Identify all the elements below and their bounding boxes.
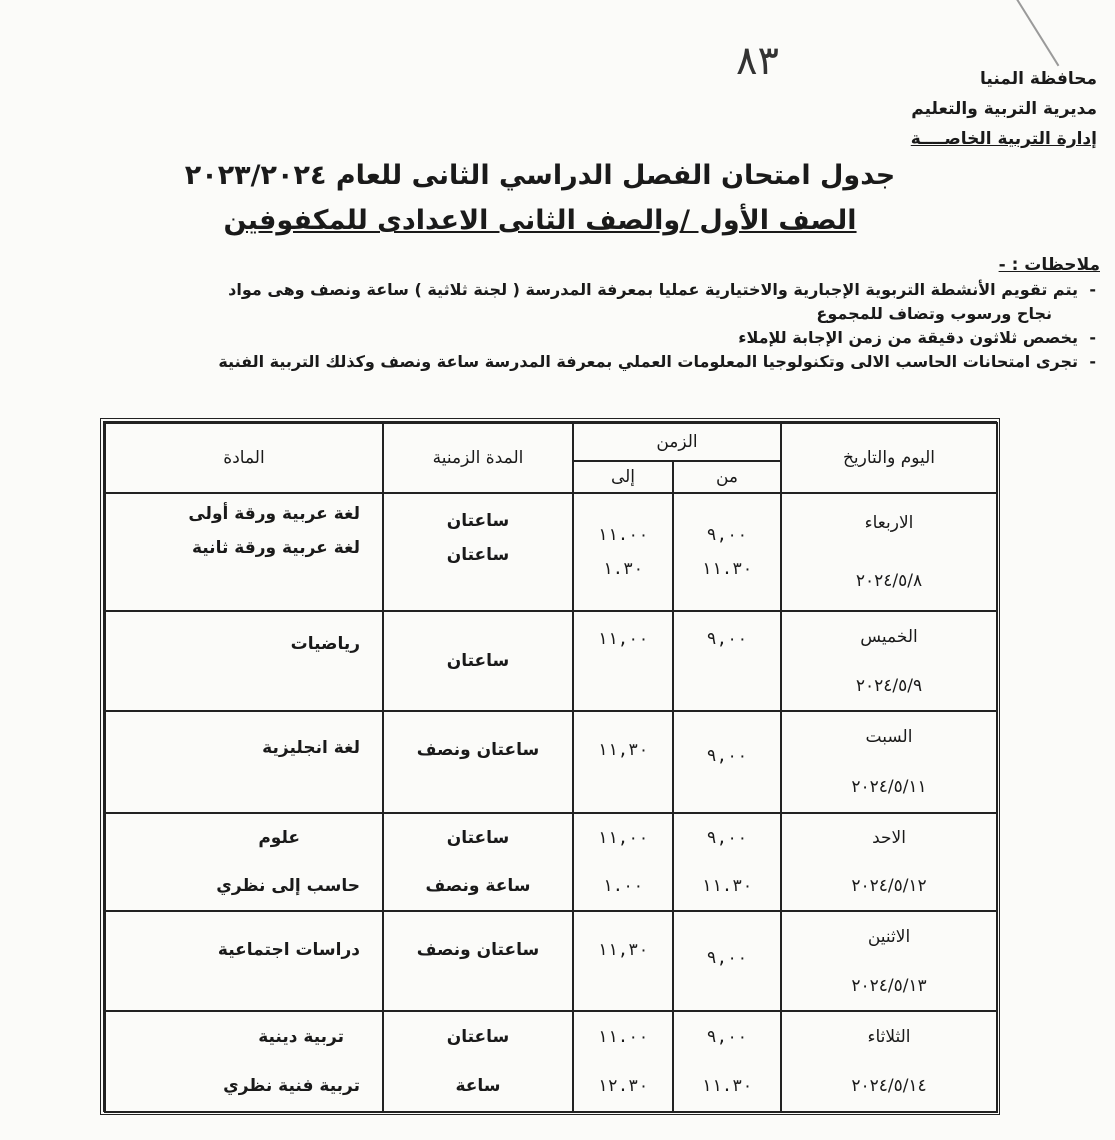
header-subject: المادة [105,423,383,493]
to-time: ١١.٠٠ [597,1026,649,1047]
note-text: تجرى امتحانات الحاسب الالى وتكنولوجيا المعلومات العملي بمعرفة المدرسة ساعة ونصف وكذلك التربية الفنية [218,352,1078,371]
from-time: ١١.٣٠ [701,1076,753,1097]
exam-date: ٢٠٢٤/٥/١٤ [851,1076,927,1097]
to-time: ١١,٠٠ [597,828,649,848]
duration-value: ساعتان [446,1026,510,1047]
subject-cell [105,813,383,911]
subject-name: دراسات اجتماعية [217,940,360,960]
to-time: ١.٣٠ [602,559,644,579]
header-duration: المدة الزمنية [383,423,573,493]
from-time: ٩,٠٠ [706,828,748,848]
duration-value: ساعتان ونصف [416,740,540,760]
subject-name: حاسب إلى نظري [216,876,360,896]
day-name: الاثنين [867,926,911,947]
from-cell [673,711,781,813]
from-time: ٩,٠٠ [706,629,748,649]
from-time: ٩,٠٠ [706,525,748,545]
exam-date: ٢٠٢٤/٥/١٢ [851,876,927,896]
subject-name: تربية دينية [258,1026,344,1047]
note-text: يخصص ثلاثون دقيقة من زمن الإجابة للإملاء [738,328,1078,347]
day-name: الخميس [860,626,918,647]
from-time: ٩,٠٠ [706,948,748,968]
exam-date: ٢٠٢٤/٥/١٣ [851,975,927,996]
subject-name: تربية فنية نظري [223,1076,360,1097]
to-time: ١١.٠٠ [597,525,649,545]
note-text-continued: نجاح ورسوب وتضاف للمجموع [816,304,1052,323]
note-text: يتم تقويم الأنشطة التربوية الإجبارية والاختيارية عمليا بمعرفة المدرسة ( لجنة ثلاثية ) ساعة ونصف وهى مواد [228,280,1078,299]
duration-cell [383,813,573,911]
from-cell [673,611,781,711]
from-time: ٩,٠٠ [706,1026,748,1047]
to-cell [573,911,673,1011]
duration-cell [383,711,573,813]
table-row [105,493,997,611]
directorate-line: مديرية التربية والتعليم [911,99,1097,119]
duration-cell [383,911,573,1011]
day-name: السبت [865,727,913,747]
day-date-cell [781,813,997,911]
duration-value: ساعة ونصف [425,876,531,896]
from-cell [673,911,781,1011]
notes-section [28,252,1100,374]
header-to: إلى [573,461,673,493]
exam-schedule-table [100,418,1000,1115]
note-item: - يخصص ثلاثون دقيقة من زمن الإجابة للإملاء [738,328,1096,347]
day-name: الثلاثاء [867,1026,911,1047]
subject-name: علوم [258,828,300,848]
duration-cell [383,493,573,611]
day-date-cell [781,1011,997,1112]
header-day-date: اليوم والتاريخ [781,423,997,493]
subject-cell [105,911,383,1011]
duration-value: ساعتان [446,511,510,531]
subject-cell [105,1011,383,1112]
day-date-cell [781,911,997,1011]
header-time: الزمن [573,423,781,461]
document-title: جدول امتحان الفصل الدراسي الثانى للعام ٢٠٢٣/٢٠٢٤ [184,160,896,191]
document-subtitle: الصف الأول /والصف الثانى الاعدادى للمكفوفين [223,205,857,236]
subject-cell [105,711,383,813]
to-time: ١.٠٠ [602,876,644,896]
day-date-cell [781,611,997,711]
day-date-cell [781,493,997,611]
handwritten-page-number: ٨٣ [736,38,779,84]
department-line: إدارة التربية الخاصــــة [910,129,1097,149]
to-cell [573,711,673,813]
exam-date: ٢٠٢٤/٥/٨ [855,571,923,591]
from-time: ٩,٠٠ [706,746,748,766]
duration-value: ساعتان [446,828,510,848]
from-cell [673,813,781,911]
note-item: - يتم تقويم الأنشطة التربوية الإجبارية والاختيارية عمليا بمعرفة المدرسة ( لجنة ثلاثية ) ساعة ونصف وهى مواد نجاح ورسوب وتضاف للمجموع [28,278,1100,326]
table-row [105,1011,997,1112]
to-cell [573,813,673,911]
duration-cell [383,611,573,711]
to-cell [573,611,673,711]
to-cell [573,1011,673,1112]
from-time: ١١.٣٠ [701,876,753,896]
exam-date: ٢٠٢٤/٥/١١ [851,777,927,797]
table-row [105,611,997,711]
to-time: ١١,٣٠ [597,740,649,760]
subject-cell [105,493,383,611]
duration-cell [383,1011,573,1112]
paper-fold-line [1010,0,1059,66]
subject-name: لغة عربية ورقة ثانية [191,538,360,558]
exam-date: ٢٠٢٤/٥/٩ [855,675,923,696]
note-item: - تجرى امتحانات الحاسب الالى وتكنولوجيا المعلومات العملي بمعرفة المدرسة ساعة ونصف وكذلك التربية الفنية [218,352,1096,371]
header-from: من [673,461,781,493]
duration-value: ساعتان [446,545,510,565]
subject-name: لغة عربية ورقة أولى [188,504,360,524]
day-date-cell [781,711,997,813]
from-cell [673,493,781,611]
letterhead [877,64,1097,154]
to-time: ١١,٠٠ [597,629,649,649]
from-time: ١١.٣٠ [701,559,753,579]
table-row [105,813,997,911]
duration-value: ساعتان [446,651,510,671]
governorate-line: محافظة المنيا [980,69,1097,89]
subject-name: لغة انجليزية [262,738,360,758]
subject-cell [105,611,383,711]
to-cell [573,493,673,611]
table-row [105,711,997,813]
day-name: الاربعاء [864,513,914,533]
subject-name: رياضيات [290,634,360,654]
duration-value: ساعة [455,1076,501,1097]
to-time: ١١,٣٠ [597,940,649,960]
table-row [105,911,997,1011]
day-name: الاحد [872,828,906,848]
duration-value: ساعتان ونصف [416,940,540,960]
to-time: ١٢.٣٠ [597,1076,649,1097]
from-cell [673,1011,781,1112]
notes-heading: ملاحظات : - [998,255,1100,275]
